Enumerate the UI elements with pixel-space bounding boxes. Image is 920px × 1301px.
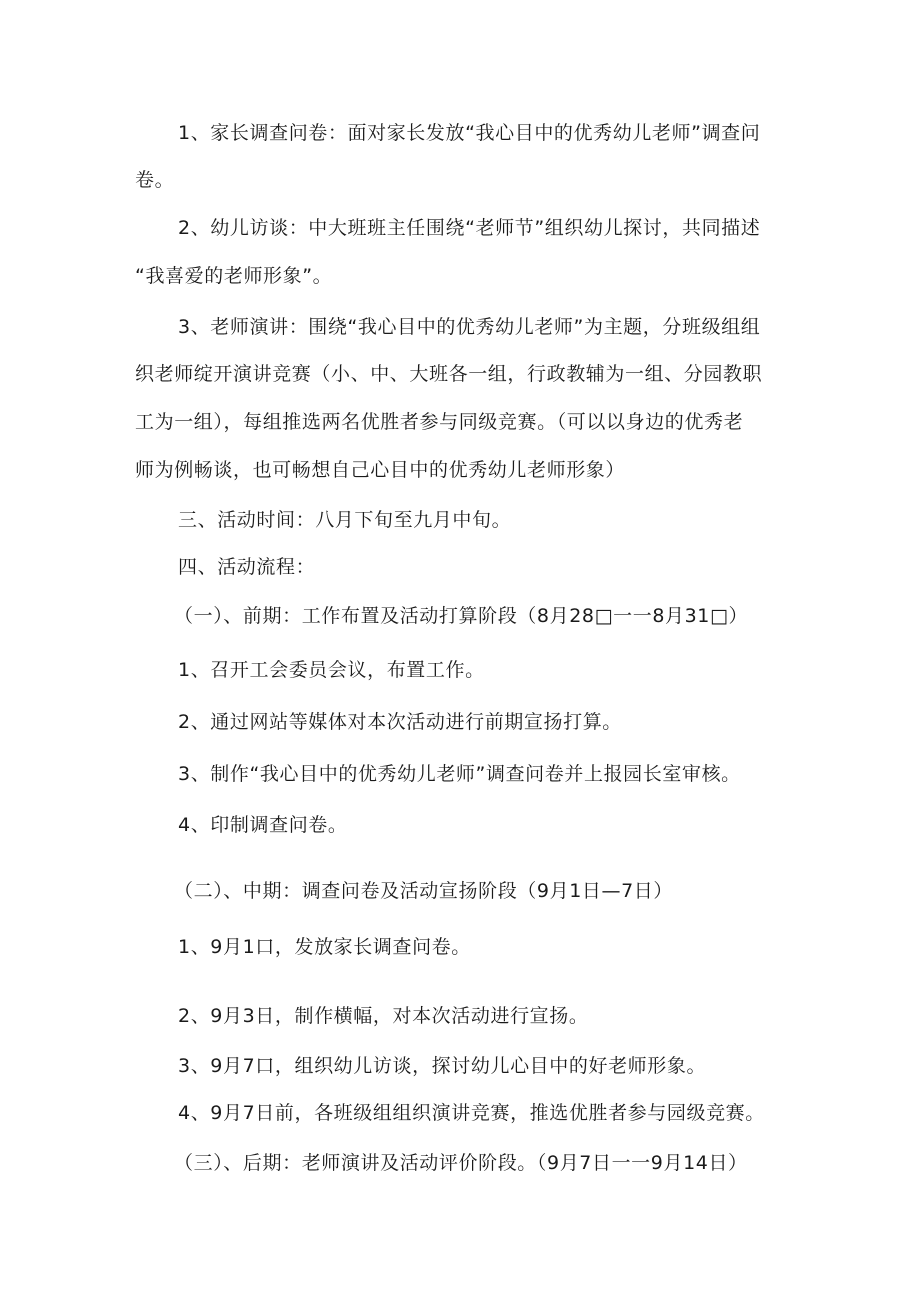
text-line: 1、召开工会委员会议，布置工作。	[178, 659, 485, 681]
text-line: （一）、前期：工作布置及活动打算阶段（8月28□一一8月31□）	[174, 605, 749, 627]
text-line: 2、幼儿访谈：中大班班主任围绕“老师节”组织幼儿探讨，共同描述	[178, 217, 761, 239]
text-line: （二）、中期：调查问卷及活动宣扬阶段（9月1日—7日）	[174, 880, 673, 902]
text-line: 1、家长调查问卷：面对家长发放“我心目中的优秀幼儿老师”调查问	[178, 122, 761, 144]
text-line: 师为例畅谈，也可畅想自己心目中的优秀幼儿老师形象）	[135, 459, 626, 481]
text-line: 3、老师演讲：围绕“我心目中的优秀幼儿老师”为主题，分班级组组	[178, 316, 761, 338]
text-line: 工为一组），每组推选两名优胜者参与同级竞赛。（可以以身边的优秀老	[135, 411, 744, 433]
text-line: 织老师绽开演讲竞赛（小、中、大班各一组，行政教辅为一组、分园教职	[135, 363, 763, 385]
text-line: 4、9月7日前，各班级组组织演讲竞赛，推选优胜者参与园级竞赛。	[178, 1102, 765, 1124]
text-line: 2、通过网站等媒体对本次活动进行前期宣扬打算。	[178, 711, 622, 733]
text-line: 2、9月3日，制作横幅，对本次活动进行宣扬。	[178, 1005, 589, 1027]
text-line: 3、制作“我心目中的优秀幼儿老师”调查问卷并上报园长室审核。	[178, 763, 741, 785]
text-line: 四、活动流程：	[178, 556, 316, 578]
text-line: 卷。	[135, 169, 175, 191]
text-line: “我喜爱的老师形象”。	[135, 265, 333, 287]
text-line: （三）、后期：老师演讲及活动评价阶段。（9月7日一一9月14日）	[174, 1152, 748, 1174]
text-line: 4、印制调查问卷。	[178, 814, 348, 836]
text-line: 三、活动时间：八月下旬至九月中旬。	[178, 509, 512, 531]
text-line: 3、9月7口，组织幼儿访谈，探讨幼儿心目中的好老师形象。	[178, 1055, 707, 1077]
text-line: 1、9月1口，发放家长调查问卷。	[178, 936, 471, 958]
